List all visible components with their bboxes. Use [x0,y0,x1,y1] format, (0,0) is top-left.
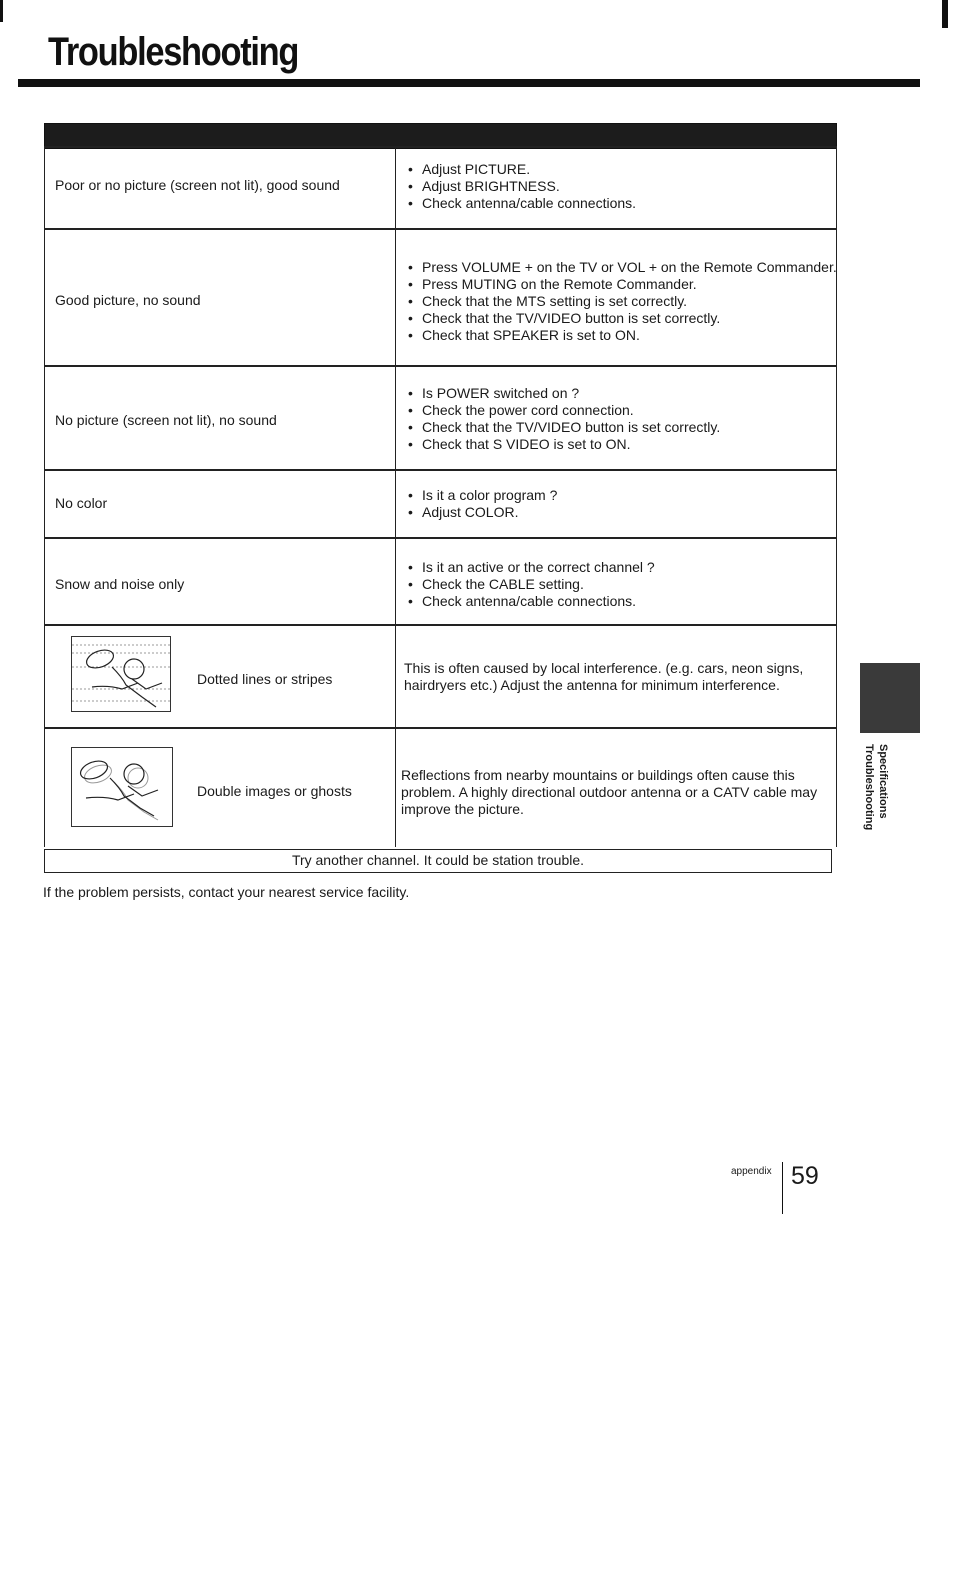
remedy-item: • Is POWER switched on ? [406,385,720,402]
symptom-text: Poor or no picture (screen not lit), good sound [55,177,340,193]
remedy-list [406,161,636,212]
remedy-cell [396,148,836,228]
ghosting-illustration [71,747,173,827]
remedy-item: • Check the power cord connection. [406,402,720,419]
remedy-list [406,259,837,344]
table-row [44,537,837,626]
remedy-list [406,487,557,521]
symptom-text: No color [55,495,108,511]
symptom-cell [45,367,396,471]
remedy-item: • Check that the MTS setting is set correctly. [406,293,837,310]
remedy-text: This is often caused by local interference. (e.g. cars, neon signs, hairdryers etc.) Adjust the antenna for minimum interference. [404,660,804,693]
table-row [44,146,837,228]
remedy-cell [396,471,836,539]
side-tab-label [845,744,889,831]
table-row [44,727,837,847]
remedy-item: • Adjust PICTURE. [406,161,636,178]
crop-mark-right [942,0,948,28]
section-label: appendix [731,1166,772,1177]
side-tab-marker [860,663,920,733]
remedy-cell [396,230,836,367]
table-row [44,469,837,539]
side-tab-line2: Troubleshooting [863,744,875,831]
symptom-cell [45,148,396,228]
remedy-cell [396,539,836,626]
remedy-list [406,385,720,453]
title-underline [18,79,920,87]
page-number-rule [782,1162,783,1214]
remedy-item: • Check that S VIDEO is set to ON. [406,436,720,453]
page-title: Troubleshooting [48,30,299,74]
symptom-cell [45,626,396,729]
remedy-cell [396,626,836,729]
remedy-item: • Press VOLUME + on the TV or VOL + on the Remote Commander. [406,259,837,276]
symptom-text: Double images or ghosts [197,783,352,799]
symptom-cell [45,471,396,539]
remedy-cell [393,729,836,847]
crop-mark-left [0,0,3,22]
remedy-item: • Check the CABLE setting. [406,576,655,593]
side-tab-line1: Specifications [877,744,889,819]
symptom-cell [45,729,396,847]
symptom-text: Snow and noise only [55,576,185,592]
symptom-cell [45,230,396,367]
symptom-text: Dotted lines or stripes [197,671,333,687]
remedy-item: • Is it an active or the correct channel ? [406,559,655,576]
remedy-list [406,559,655,610]
remedy-cell [396,367,836,471]
remedy-text: Reflections from nearby mountains or buildings often cause this problem. A highly directional outdoor antenna or a CATV cable may improve the picture. [401,767,818,817]
remedy-item: • Check antenna/cable connections. [406,593,655,610]
remedy-item: • Adjust COLOR. [406,504,557,521]
troubleshooting-table [44,123,837,868]
remedy-item: • Check antenna/cable connections. [406,195,636,212]
football-player-ghost-icon [72,748,172,826]
table-row [44,228,837,367]
remedy-item: • Is it a color program ? [406,487,557,504]
table-row [44,365,837,471]
symptom-cell [45,539,396,626]
table-row [44,624,837,729]
symptom-text: Good picture, no sound [55,292,201,308]
remedy-item: • Check that SPEAKER is set to ON. [406,327,837,344]
remedy-item: • Adjust BRIGHTNESS. [406,178,636,195]
remedy-item: • Check that the TV/VIDEO button is set correctly. [406,310,837,327]
remedy-item: • Check that the TV/VIDEO button is set correctly. [406,419,720,436]
football-player-icon [72,637,170,711]
persist-note: If the problem persists, contact your nearest service facility. [43,884,410,900]
page-number: 59 [791,1162,819,1190]
symptom-text: No picture (screen not lit), no sound [55,412,277,428]
table-footer-row: Try another channel. It could be station trouble. [44,849,832,873]
interference-illustration [71,636,171,712]
remedy-item: • Press MUTING on the Remote Commander. [406,276,837,293]
